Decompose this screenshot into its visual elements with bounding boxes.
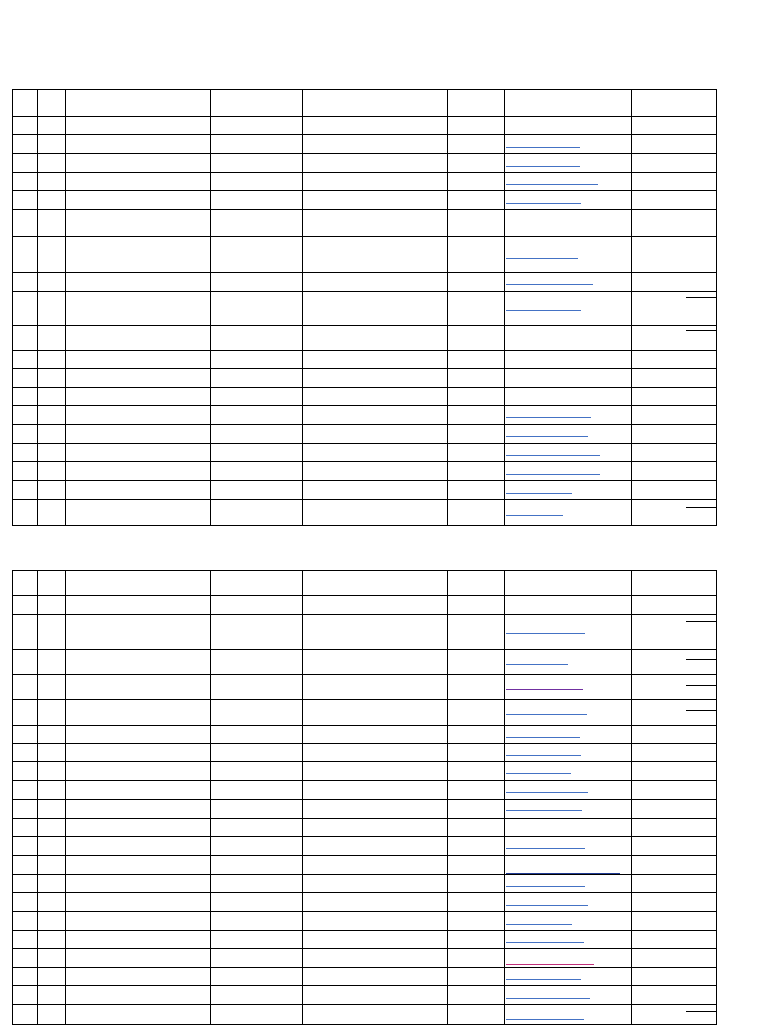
table-row-border	[12, 967, 717, 968]
table-row-border	[12, 209, 717, 210]
cell-marker	[686, 330, 716, 331]
table-row-border	[12, 134, 717, 135]
table-row-border	[12, 948, 717, 949]
table-row-border	[12, 424, 717, 425]
table-column-border	[65, 89, 66, 525]
table-row-border	[12, 325, 717, 326]
table-column-border	[716, 89, 717, 525]
cell-hyperlink[interactable]	[506, 166, 580, 167]
cell-hyperlink[interactable]	[506, 1019, 584, 1020]
cell-marker	[686, 507, 716, 508]
table-row-border	[12, 350, 717, 351]
table-row-border	[12, 236, 717, 237]
table-column-border	[302, 89, 303, 525]
cell-hyperlink[interactable]	[506, 284, 593, 285]
table-row-border	[12, 89, 717, 90]
cell-hyperlink[interactable]	[506, 886, 585, 887]
table-column-border	[631, 89, 632, 525]
table-row-border	[12, 930, 717, 931]
cell-hyperlink[interactable]	[506, 184, 598, 185]
cell-hyperlink[interactable]	[506, 810, 582, 811]
table-row-border	[12, 743, 717, 744]
cell-hyperlink[interactable]	[506, 737, 580, 738]
cell-hyperlink[interactable]	[506, 417, 591, 418]
cell-hyperlink[interactable]	[506, 755, 581, 756]
table-row-border	[12, 761, 717, 762]
cell-hyperlink[interactable]	[506, 873, 620, 874]
cell-hyperlink[interactable]	[506, 633, 585, 634]
table-row-border	[12, 387, 717, 388]
table-row-border	[12, 291, 717, 292]
cell-hyperlink[interactable]	[506, 924, 572, 925]
cell-hyperlink[interactable]	[506, 905, 588, 906]
table-column-border	[302, 570, 303, 1024]
table-row-border	[12, 614, 717, 615]
cell-hyperlink[interactable]	[506, 493, 572, 494]
cell-hyperlink[interactable]	[506, 964, 594, 965]
table-row-border	[12, 461, 717, 462]
cell-hyperlink[interactable]	[506, 773, 571, 774]
cell-hyperlink[interactable]	[506, 792, 588, 793]
table-column-border	[12, 89, 13, 525]
table-row-border	[12, 649, 717, 650]
cell-hyperlink[interactable]	[506, 436, 588, 437]
cell-hyperlink[interactable]	[506, 979, 581, 980]
table-row-border	[12, 499, 717, 500]
cell-hyperlink[interactable]	[506, 942, 584, 943]
table-row-border	[12, 1004, 717, 1005]
table-row-border	[12, 368, 717, 369]
table-row-border	[12, 836, 717, 837]
table-column-border	[447, 570, 448, 1024]
table-row-border	[12, 985, 717, 986]
cell-hyperlink[interactable]	[506, 848, 585, 849]
cell-hyperlink[interactable]	[506, 998, 590, 999]
cell-hyperlink[interactable]	[506, 258, 578, 259]
table-row-border	[12, 595, 717, 596]
table-row-border	[12, 570, 717, 571]
table-row-border	[12, 818, 717, 819]
cell-hyperlink[interactable]	[506, 147, 580, 148]
cell-marker	[686, 621, 716, 622]
cell-hyperlink[interactable]	[506, 203, 581, 204]
table-row-border	[12, 799, 717, 800]
table-column-border	[504, 570, 505, 1024]
cell-hyperlink[interactable]	[506, 714, 587, 715]
table-row-border	[12, 272, 717, 273]
cell-marker	[686, 685, 716, 686]
table-row-border	[12, 190, 717, 191]
cell-marker	[686, 710, 716, 711]
table-row-border	[12, 911, 717, 912]
table-row-border	[12, 116, 717, 117]
table-column-border	[631, 570, 632, 1024]
cell-marker	[686, 297, 716, 298]
table-row-border	[12, 699, 717, 700]
cell-marker	[686, 659, 716, 660]
table-row-border	[12, 480, 717, 481]
table-column-border	[37, 570, 38, 1024]
table-column-border	[210, 570, 211, 1024]
table-row-border	[12, 874, 717, 875]
table-column-border	[210, 89, 211, 525]
cell-marker	[686, 1011, 716, 1012]
cell-hyperlink[interactable]	[506, 310, 581, 311]
table-column-border	[12, 570, 13, 1024]
cell-hyperlink[interactable]	[506, 515, 563, 516]
table-column-border	[447, 89, 448, 525]
table-row-border	[12, 674, 717, 675]
table-column-border	[716, 570, 717, 1024]
table-row-border	[12, 153, 717, 154]
table-row-border	[12, 172, 717, 173]
table-row-border	[12, 892, 717, 893]
table-column-border	[65, 570, 66, 1024]
table-row-border	[12, 725, 717, 726]
table-row-border	[12, 443, 717, 444]
table-row-border	[12, 525, 717, 526]
cell-hyperlink[interactable]	[506, 455, 600, 456]
cell-hyperlink[interactable]	[506, 474, 600, 475]
table-row-border	[12, 405, 717, 406]
table-column-border	[37, 89, 38, 525]
table-row-border	[12, 780, 717, 781]
cell-hyperlink[interactable]	[506, 664, 568, 665]
cell-hyperlink[interactable]	[506, 689, 583, 690]
table-column-border	[504, 89, 505, 525]
table-row-border	[12, 855, 717, 856]
